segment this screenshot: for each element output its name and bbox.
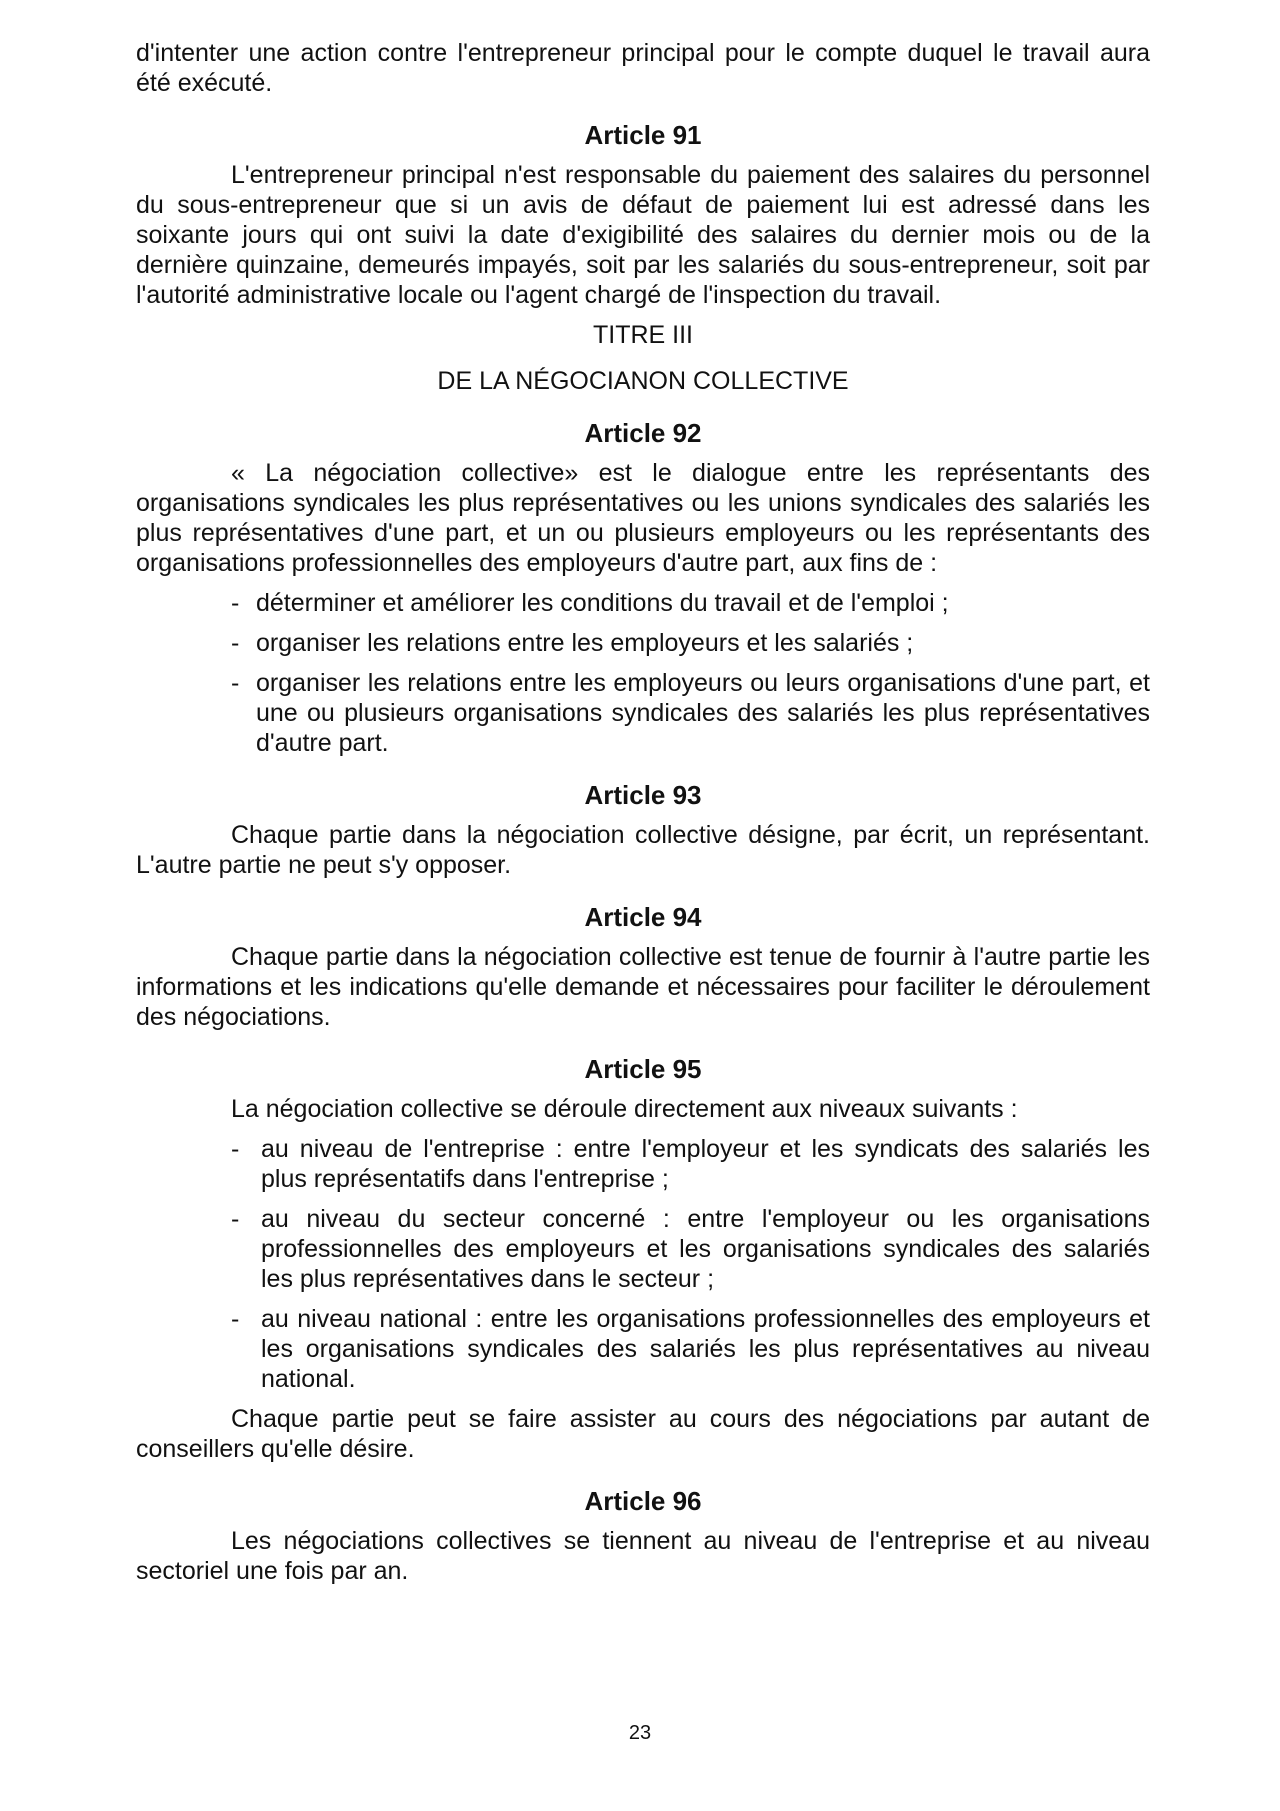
article-95-closing-paragraph: Chaque partie peut se faire assister au cours des négociations par autant de conseillers qu'elle désire. xyxy=(136,1405,1150,1463)
article-92-heading: Article 92 xyxy=(584,418,702,448)
intro-paragraph: d'intenter une action contre l'entrepreneur principal pour le compte duquel le travail aura été exécuté. xyxy=(136,39,1150,97)
list-item: - déterminer et améliorer les conditions du travail et de l'emploi ; xyxy=(231,588,1150,618)
article-94-heading: Article 94 xyxy=(584,902,702,932)
article-92-list xyxy=(136,588,1150,758)
article-96-paragraph: Les négociations collectives se tiennent au niveau de l'entreprise et au niveau sectoriel une fois par an. xyxy=(136,1527,1150,1585)
list-item: - au niveau du secteur concerné : entre l'employeur ou les organisations professionnelles des employeurs et les organisations syndicales des salariés les plus représentatives dans le secteur ; xyxy=(231,1204,1150,1294)
title-name: DE LA NÉGOCIANON COLLECTIVE xyxy=(437,367,849,395)
page-number: 23 xyxy=(628,1722,652,1744)
article-94-paragraph: Chaque partie dans la négociation collective est tenue de fournir à l'autre partie les informations et les indications qu'elle demande et nécessaires pour faciliter le déroulement des négociations. xyxy=(136,943,1150,1031)
article-95-paragraph: La négociation collective se déroule directement aux niveaux suivants : xyxy=(231,1095,1018,1123)
title-number: TITRE III xyxy=(593,321,693,349)
article-91-heading: Article 91 xyxy=(584,120,702,150)
article-91-paragraph: L'entrepreneur principal n'est responsable du paiement des salaires du personnel du sous-entrepreneur que si un avis de défaut de paiement lui est adressé dans les soixante jours qui ont suivi la date d'exigibilité des salaires du dernier mois ou de la dernière quinzaine, demeurés impayés, soit par les salariés du sous-entrepreneur, soit par l'autorité administrative locale ou l'agent chargé de l'inspection du travail. xyxy=(136,161,1150,309)
article-93-heading: Article 93 xyxy=(584,780,702,810)
list-item: - au niveau national : entre les organisations professionnelles des employeurs et les organisations syndicales des salariés les plus représentatives au niveau national. xyxy=(231,1304,1150,1394)
article-95-list xyxy=(136,1134,1150,1394)
list-item: - au niveau de l'entreprise : entre l'employeur et les syndicats des salariés les plus représentatifs dans l'entreprise ; xyxy=(231,1134,1150,1194)
list-item: - organiser les relations entre les employeurs ou leurs organisations d'une part, et une ou plusieurs organisations syndicales des salariés les plus représentatives d'autre part. xyxy=(231,668,1150,758)
article-92-paragraph: « La négociation collective» est le dialogue entre les représentants des organisations syndicales les plus représentatives ou les unions syndicales des salariés les plus représentatives d'une part, et un ou plusieurs employeurs ou les représentants des organisations professionnelles des employeurs d'autre part, aux fins de : xyxy=(136,459,1150,577)
list-item: - organiser les relations entre les employeurs et les salariés ; xyxy=(231,628,1150,658)
article-95-heading: Article 95 xyxy=(584,1054,702,1084)
article-93-paragraph: Chaque partie dans la négociation collective désigne, par écrit, un représentant. L'autre partie ne peut s'y opposer. xyxy=(136,821,1150,879)
article-96-heading: Article 96 xyxy=(584,1486,702,1516)
